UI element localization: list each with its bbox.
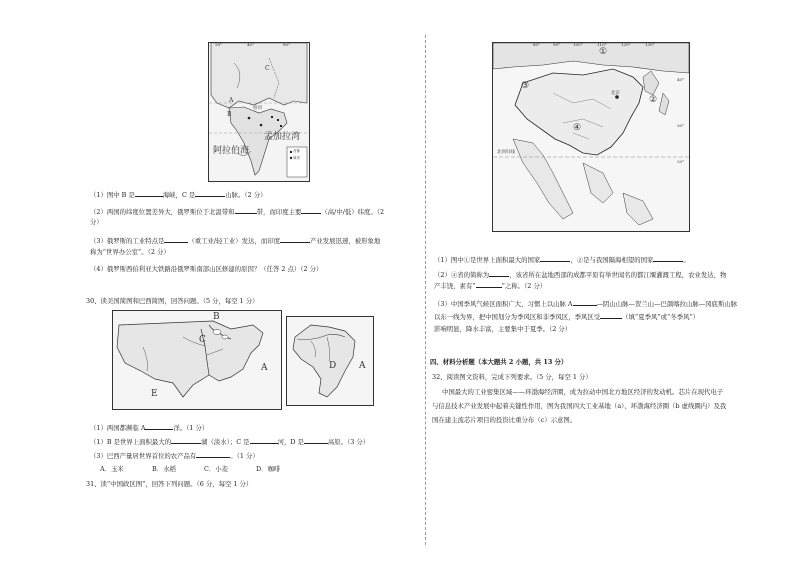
usa-label-b: B — [213, 312, 220, 322]
map1-legend-city: 城市 — [293, 156, 300, 160]
usa-map-drawing — [113, 311, 281, 409]
brazil-label-a: A — [359, 361, 366, 371]
q30-blank-plateau[interactable] — [304, 437, 328, 444]
column-divider — [425, 35, 426, 545]
china-tick-top-1: 80° — [533, 42, 541, 47]
q28-part1: （1）图中 B 是 海峡，C 是 山脉。（2 分） — [90, 191, 267, 199]
map1-tick-top-1: 20° — [215, 42, 223, 47]
q31-part3-cont: 以东一线为界，把中国划分为季风区和非季风区，季风区受 （填“夏季风”或“冬季风”） — [434, 313, 700, 321]
q30-option-d[interactable]: D．咖啡 — [256, 465, 281, 473]
q32-material-1: 中国最大的工业密集区域——环渤海经济圈，成为拉动中国北方地区经济的发动机。芯片在现代电子 — [442, 388, 724, 396]
map1-label-a: A — [229, 97, 234, 104]
q30-option-a[interactable]: A．玉米 — [100, 465, 124, 473]
left-column — [80, 0, 415, 566]
q31-blank-abbr[interactable] — [489, 270, 509, 277]
q31-blank-country2[interactable] — [653, 255, 683, 262]
q32-material-3: 国在建主流芯片项目的投资比重分布（c）示意图。 — [432, 416, 577, 424]
q28-blank-zone[interactable] — [235, 207, 257, 214]
q28-blank-india[interactable] — [280, 236, 310, 243]
q32-material-2: 与信息技术产业发展中起着关键性作用，图为我国四大工业基地（a）、环渤海经济圈（b 虚线圈内）及我 — [432, 402, 727, 410]
usa-label-a: A — [261, 363, 268, 373]
q28-part2-cont: 分） — [90, 218, 103, 226]
china-tick-top-4: 110° — [597, 42, 607, 47]
q30-option-b[interactable]: B．水稻 — [152, 465, 176, 473]
q31-blank-nickname[interactable] — [476, 281, 502, 288]
q31-part1: （1）图中①是世界上面积最大的国家 ，②是与我国隔海相望的国家 。 — [434, 256, 690, 264]
map1-label-river: 恒河 — [253, 106, 262, 111]
q30-part3: （3）巴西产量居世界首位的农产品有 。（1 分） — [90, 452, 259, 460]
q31-part2: （2）④省的简称为 ，该省所在盆地西部的成都平原有举世闻名的都江堰灌溉工程，农业发达，物 — [434, 271, 727, 279]
right-column — [430, 0, 760, 566]
q30-blank-crop[interactable] — [196, 451, 230, 458]
china-label-3: ③ — [521, 81, 530, 91]
brazil-label-d: D — [329, 361, 337, 371]
china-label-tropic: 北回归线 — [497, 150, 515, 155]
q30-blank-ocean[interactable] — [145, 423, 173, 430]
q28-part4: （4）俄罗斯西伯利亚大铁路沿俄罗斯南部山区修建的原因？（任答 2 点）（2 分） — [90, 265, 323, 273]
map1-legend-capital: 首都 — [293, 149, 300, 153]
map1-label-sea: 阿拉伯海 — [213, 146, 250, 156]
usa-label-c: C — [199, 335, 206, 345]
q30-part2: （1）B 是世界上面积最大的 湖（淡水）；C 是 河，D 是 高原。（3 分） — [90, 438, 370, 446]
brazil-map — [286, 316, 374, 406]
q31-blank-country1[interactable] — [540, 255, 570, 262]
q28-blank-industry[interactable] — [164, 236, 188, 243]
q31-title: 31、读“中国政区图”，回答下列问题。（6 分，每空 1 分） — [86, 480, 253, 488]
china-label-1: ① — [599, 47, 608, 57]
china-label-capital: 北京 — [611, 91, 620, 96]
q31-part3: （3）中国季风气候区面积广大，习惯上以山脉 A —阴山山脉—贺兰山—巴颜喀拉山脉—冈底斯山脉 — [434, 300, 738, 308]
q28-part3: （3）俄罗斯的工业特点是 （重工业/轻工业）发达，而印度 产业发展迅速，被形象地 — [90, 237, 381, 245]
map1-label-bay: 孟加拉湾 — [264, 132, 301, 142]
q31-part3-cont2: 影响明显，降水丰富，主要集中于夏季。（2 分） — [434, 325, 572, 333]
china-tick-top-6: 130° — [645, 42, 655, 47]
q30-blank-lake[interactable] — [171, 437, 201, 444]
q30-title: 30、读美国简图和巴西简图，回答问题。（5 分，每空 1 分） — [86, 297, 259, 305]
q30-blank-river[interactable] — [250, 437, 278, 444]
china-label-4: ④ — [573, 123, 582, 133]
q28-blank-lat[interactable] — [301, 207, 321, 214]
q30-option-c[interactable]: C．小麦 — [204, 465, 229, 473]
section4-heading: 四、材料分析题（本大题共 2 小题，共 13 分） — [430, 358, 568, 366]
china-tick-top-2: 90° — [553, 42, 561, 47]
china-label-2: ② — [649, 95, 658, 105]
q28-part3-cont: 称为“世界办公室”。（2 分） — [90, 248, 170, 256]
q31-blank-mountain[interactable] — [573, 299, 597, 306]
map1-label-c: C — [265, 65, 270, 72]
china-tick-right-1: 40° — [677, 77, 685, 82]
china-map — [492, 42, 690, 232]
usa-map — [112, 310, 282, 410]
q28-blank-c[interactable] — [195, 190, 225, 197]
map1-label-b: B — [227, 111, 232, 118]
map1-tick-top-2: 40° — [247, 42, 255, 47]
q28-blank-b[interactable] — [135, 190, 163, 197]
china-map-drawing — [493, 43, 689, 231]
map1-tick-top-3: 80° — [283, 42, 291, 47]
q31-blank-monsoon[interactable] — [600, 312, 622, 319]
q28-part2: （2）两国的纬度位置差异大，俄罗斯位于北温带和 带，而印度主要 （高/中/低）纬度。（2 — [90, 208, 385, 216]
china-tick-top-3: 100° — [573, 42, 583, 47]
q30-part1: （1）两国都濒临 A 洋。（1 分） — [90, 424, 209, 432]
usa-label-e: E — [151, 389, 158, 399]
q32-title: 32、阅读图文资料，完成下列要求。（5 分，每空 1 分） — [432, 373, 592, 381]
q30-options — [100, 465, 308, 473]
q31-part2-cont: 产丰饶，素有“ ”之称。（2 分） — [434, 282, 547, 290]
china-tick-top-5: 120° — [621, 42, 631, 47]
russia-india-map — [208, 42, 310, 182]
china-tick-right-2: 30° — [677, 123, 685, 128]
china-tick-right-3: 20° — [677, 159, 685, 164]
